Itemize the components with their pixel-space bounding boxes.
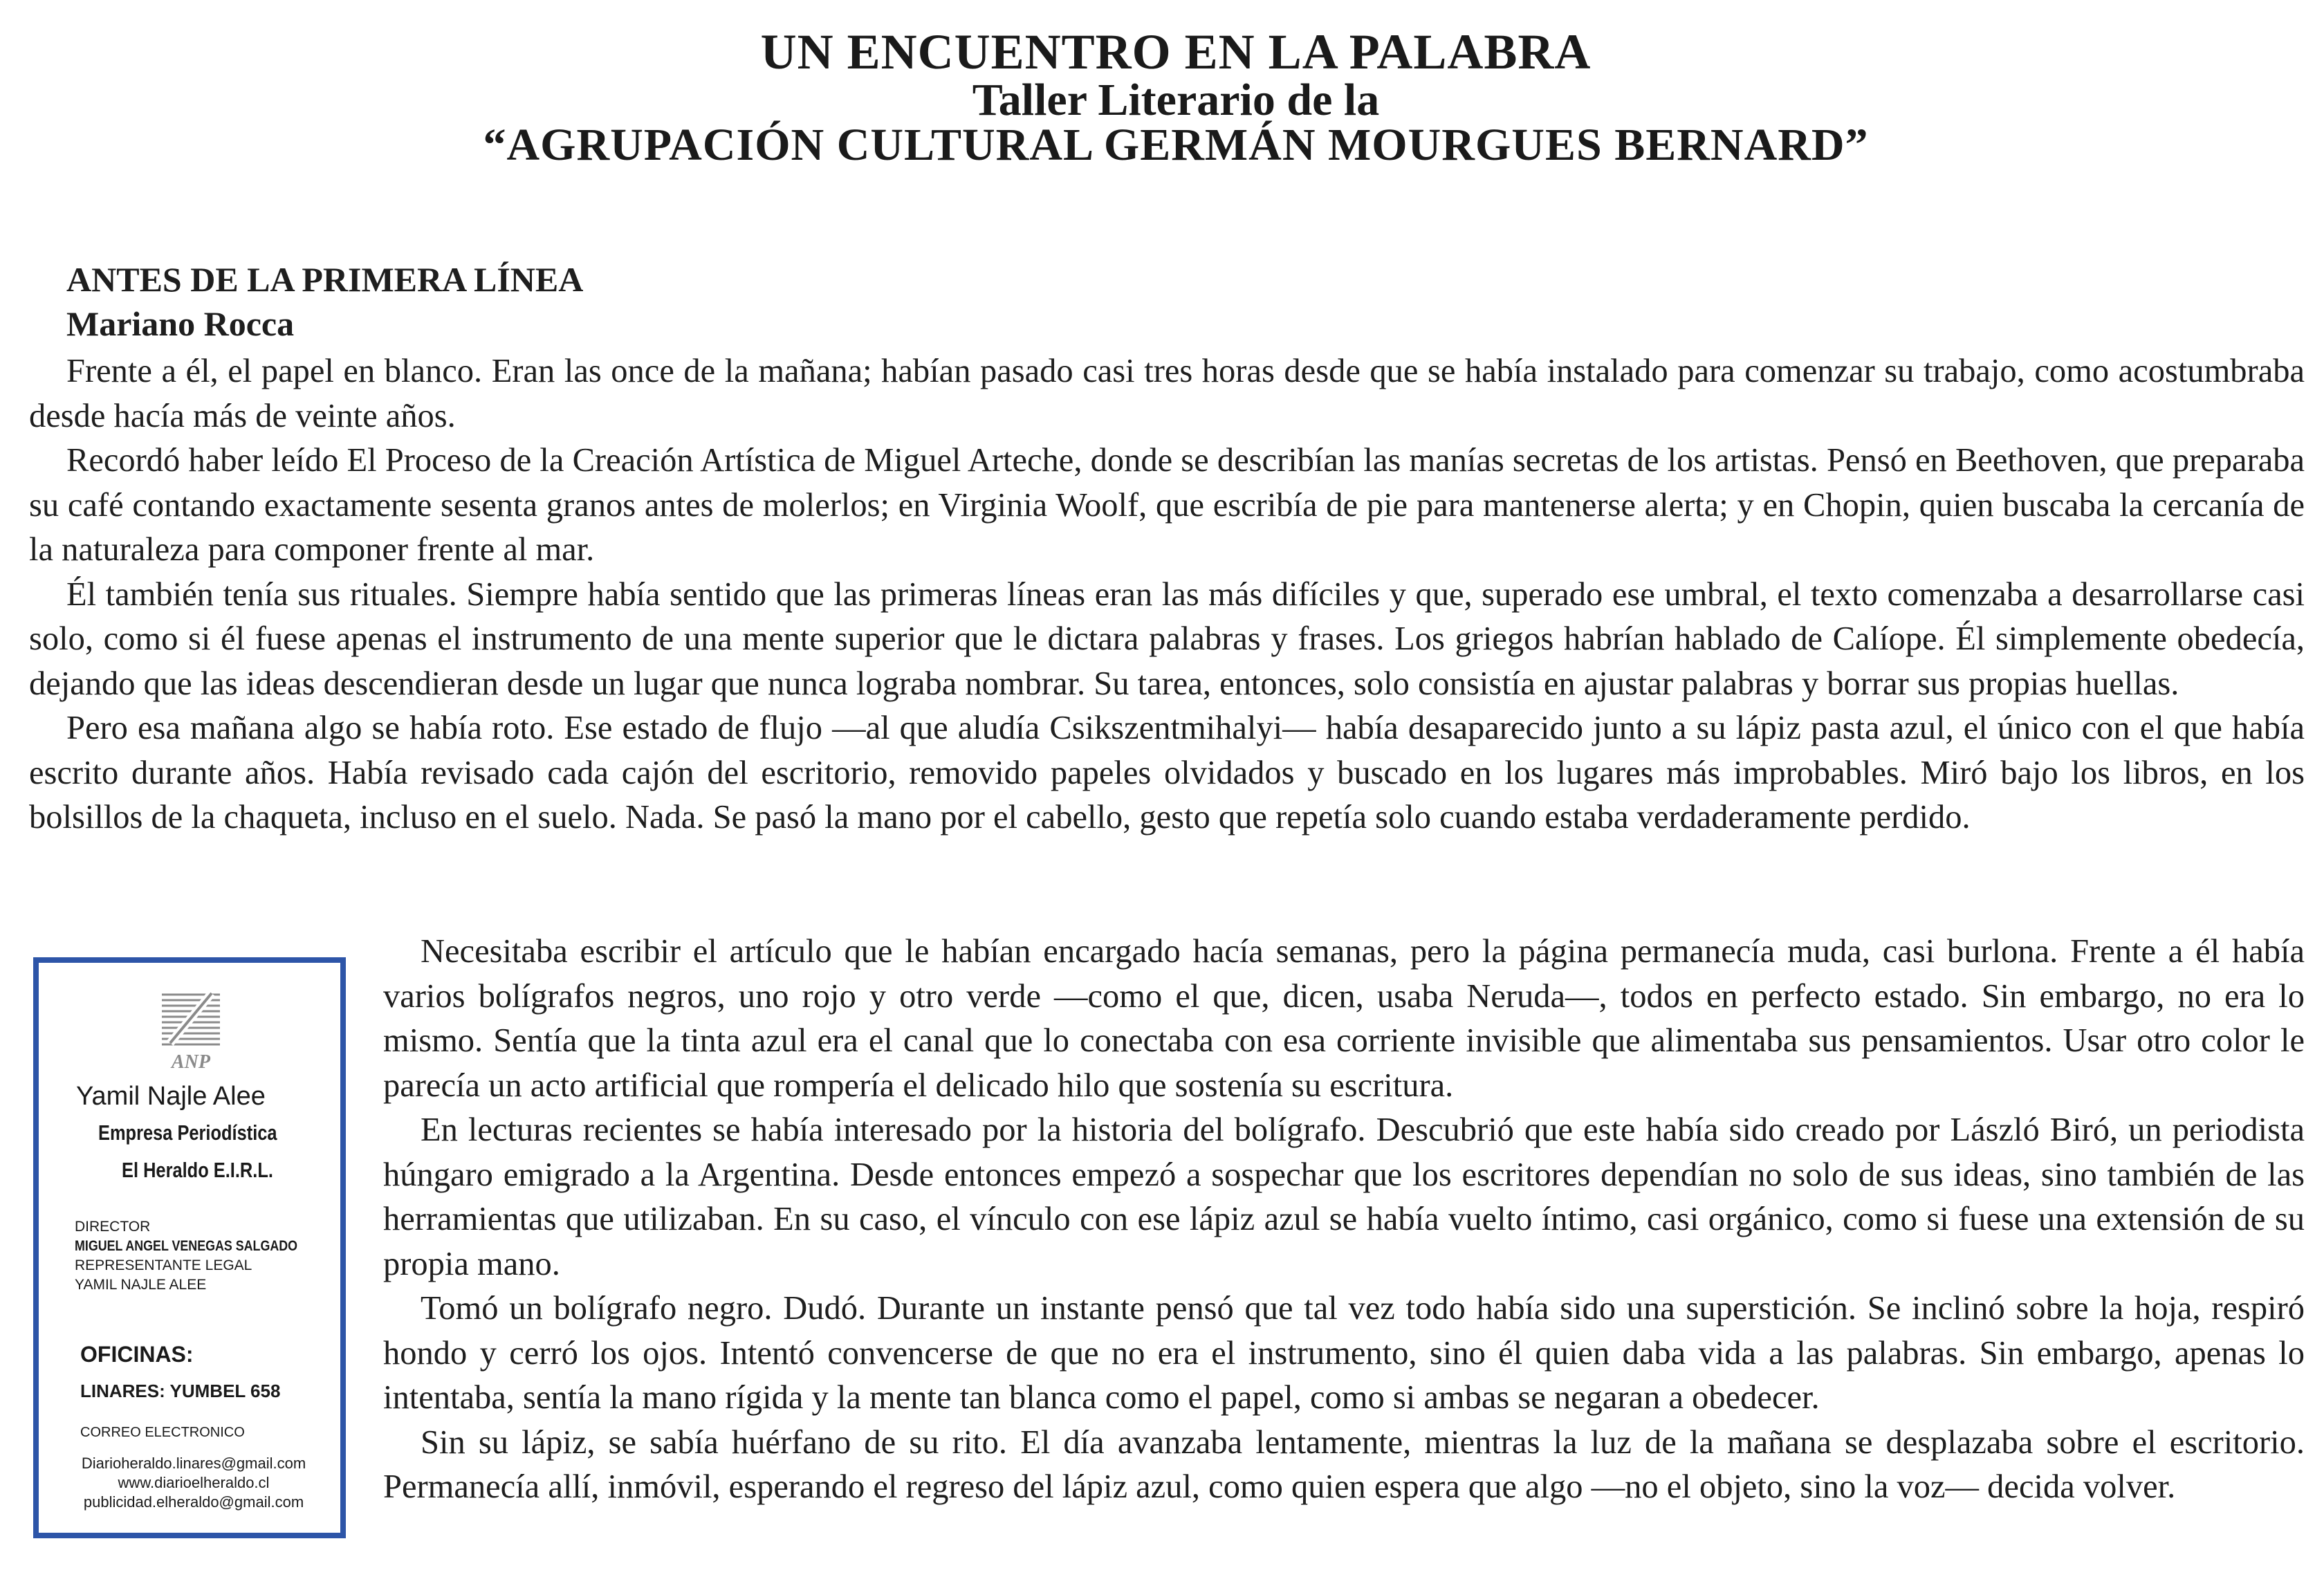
article-body-bottom bbox=[383, 930, 2305, 1510]
article-heading bbox=[66, 257, 583, 346]
article-paragraph: Necesitaba escribir el artículo que le habían encargado hacía semanas, pero la página permanecía muda, casi burlona. Frente a él había varios bolígrafos negros, uno rojo y otro verde —como el que, dicen, usaba Neruda—, todos en perfecto estado. Sin embargo, no era lo mismo. Sentía que la tinta azul era el canal que lo conectaba con esa corriente invisible que alimentaba sus pensamientos. Usar otro color le parecía un acto artificial que rompería el delicado hilo que sostenía su escritura. bbox=[383, 933, 2305, 1104]
article-body-top bbox=[29, 349, 2305, 840]
email-label: CORREO ELECTRONICO bbox=[80, 1425, 245, 1440]
email-link[interactable]: publicidad.elheraldo@gmail.com bbox=[83, 1493, 304, 1511]
office-address: LINARES: YUMBEL 658 bbox=[80, 1381, 281, 1401]
article-paragraph: Tomó un bolígrafo negro. Dudó. Durante un instante pensó que tal vez todo había sido una superstición. Se inclinó sobre la hoja, respiró hondo y cerró los ojos. Intentó convencerse de que no era el instrumento, sino él quien daba vida a las palabras. Sin embargo, apenas lo intentaba, sentía la mano rígida y la mente tan blanca como el papel, como si ambas se negaran a obedecer. bbox=[383, 1290, 2305, 1416]
page-subtitle-organization: “AGRUPACIÓN CULTURAL GERMÁN MOURGUES BERNARD” bbox=[483, 120, 1869, 170]
publisher-name: Yamil Najle Alee bbox=[76, 1082, 266, 1111]
page-subtitle: Taller Literario de la bbox=[972, 75, 1380, 125]
contact-list bbox=[57, 1454, 331, 1512]
anp-logo-icon bbox=[156, 989, 225, 1051]
article-paragraph: Pero esa mañana algo se había roto. Ese estado de flujo —al que aludía Csikszentmihalyi— había desaparecido junto a su lápiz pasta azul, el único con el que había escrito durante años. Había revisado cada cajón del escritorio, removido papeles olvidados y buscado en los lugares más improbables. Miró bajo los libros, en los bolsillos de la chaqueta, incluso en el suelo. Nada. Se pasó la mano por el cabello, gesto que repetía solo cuando estaba verdaderamente perdido. bbox=[29, 710, 2305, 836]
article-paragraph: Recordó haber leído El Proceso de la Creación Artística de Miguel Arteche, donde se describían las manías secretas de los artistas. Pensó en Beethoven, que preparaba su café contando exactamente sesenta granos antes de molerlos; en Virginia Woolf, que escribía de pie para mantenerse alerta; y en Chopin, quien buscaba la cercanía de la naturaleza para componer frente al mar. bbox=[29, 442, 2305, 568]
company-legal-name: El Heraldo E.I.R.L. bbox=[122, 1158, 273, 1182]
website-link[interactable]: www.diarioelheraldo.cl bbox=[118, 1474, 270, 1491]
company-name: Empresa Periodística bbox=[98, 1120, 277, 1145]
legal-rep-name: YAMIL NAJLE ALEE bbox=[75, 1277, 207, 1293]
offices-label: OFICINAS: bbox=[80, 1342, 194, 1367]
article-paragraph: Él también tenía sus rituales. Siempre había sentido que las primeras líneas eran las más difíciles y que, superado ese umbral, el texto comenzaba a desarrollarse casi solo, como si él fuese apenas el instrumento de una mente superior que le dictara palabras y frases. Los griegos habrían hablado de Calíope. Él simplemente obedecía, dejando que las ideas descendieran desde un lugar que nunca lograba nombrar. Su tarea, entonces, solo consistía en ajustar palabras y borrar sus propias huellas. bbox=[29, 575, 2305, 702]
email-link[interactable]: Diarioheraldo.linares@gmail.com bbox=[81, 1455, 306, 1472]
article-paragraph: Sin su lápiz, se sabía huérfano de su rito. El día avanzaba lentamente, mientras la luz de la mañana se desplazaba sobre el escritorio. Permanecía allí, inmóvil, esperando el regreso del lápiz azul, como quien espera que algo —no el objeto, sino la voz— decida volver. bbox=[383, 1423, 2305, 1505]
director-name: MIGUEL ANGEL VENEGAS SALGADO bbox=[75, 1238, 298, 1254]
legal-rep-label: REPRESENTANTE LEGAL bbox=[75, 1257, 252, 1273]
page-title: UN ENCUENTRO EN LA PALABRA bbox=[760, 24, 1592, 80]
page-header bbox=[0, 25, 2324, 169]
director-label: DIRECTOR bbox=[75, 1219, 151, 1235]
article-paragraph: Frente a él, el papel en blanco. Eran las once de la mañana; habían pasado casi tres horas desde que se había instalado para comenzar su trabajo, como acostumbraba desde hacía más de veinte años. bbox=[29, 353, 2305, 434]
article-title: ANTES DE LA PRIMERA LÍNEA bbox=[66, 260, 584, 299]
article-author: Mariano Rocca bbox=[66, 304, 295, 343]
publisher-info-box bbox=[33, 957, 346, 1538]
article-paragraph: En lecturas recientes se había interesado por la historia del bolígrafo. Descubrió que este había sido creado por László Biró, un periodista húngaro emigrado a la Argentina. Desde entonces empezó a sospechar que los escritores dependían no solo de sus ideas, sino también de las herramientas que utilizaban. En su caso, el vínculo con ese lápiz azul se había vuelto íntimo, casi orgánico, como si fuese una extensión de su propia mano. bbox=[383, 1112, 2305, 1282]
logo-text: ANP bbox=[172, 1051, 210, 1073]
